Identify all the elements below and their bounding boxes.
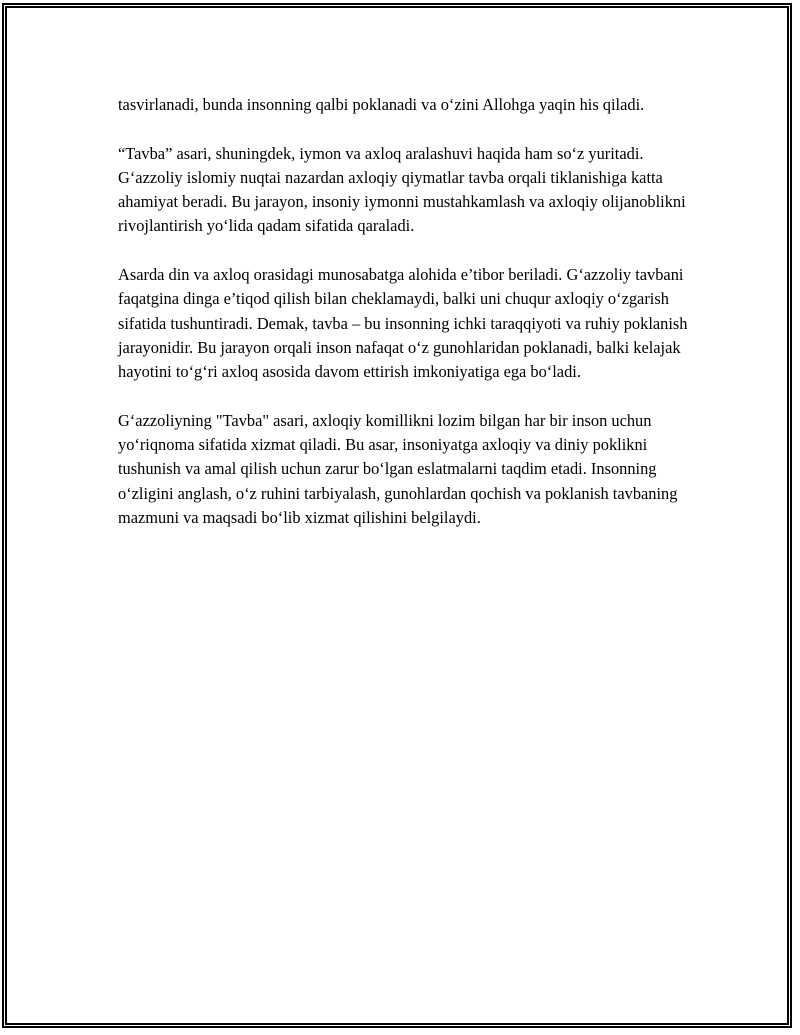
paragraph-3: Asarda din va axloq orasidagi munosabatga alohida e’tibor beriladi. G‘azzoliy tavbani faqatgina dinga e’tiqod qilish bilan cheklamaydi, balki uni chuqur axloqiy o‘zgarish sifatida tushuntiradi. Demak, tavba – bu insonning ichki taraqqiyoti va ruhiy poklanish jarayonidir. Bu jarayon orqali inson nafaqat o‘z gunohlaridan poklanadi, balki kelajak hayotini to‘g‘ri axloq asosida davom ettirish imkoniyatiga ega bo‘ladi. xyxy=(118,265,688,382)
paragraph-2: “Tavba” asari, shuningdek, iymon va axloq aralashuvi haqida ham so‘z yuritadi. G‘azzoliy islomiy nuqtai nazardan axloqiy qiymatlar tavba orqali tiklanishiga katta ahamiyat beradi. Bu jarayon, insoniy iymonni mustahkamlash va axloqiy olijanoblikni rivojlantirish yo‘lida qadam sifatida qaraladi. xyxy=(118,143,686,236)
document-body xyxy=(118,93,698,555)
paragraph-1: tasvirlanadi, bunda insonning qalbi poklanadi va o‘zini Allohga yaqin his qiladi. xyxy=(118,95,645,114)
paragraph-4: G‘azzoliyning "Tavba" asari, axloqiy komillikni lozim bilgan har bir inson uchun yo‘riqnoma sifatida xizmat qiladi. Bu asar, insoniyatga axloqiy va diniy poklikni tushunish va amal qilish uchun zarur bo‘lgan eslatmalarni taqdim etadi. Insonning o‘zligini anglash, o‘z ruhini tarbiyalash, gunohlardan qochish va poklanish tavbaning mazmuni va maqsadi bo‘lib xizmat qilishini belgilaydi. xyxy=(118,410,678,528)
